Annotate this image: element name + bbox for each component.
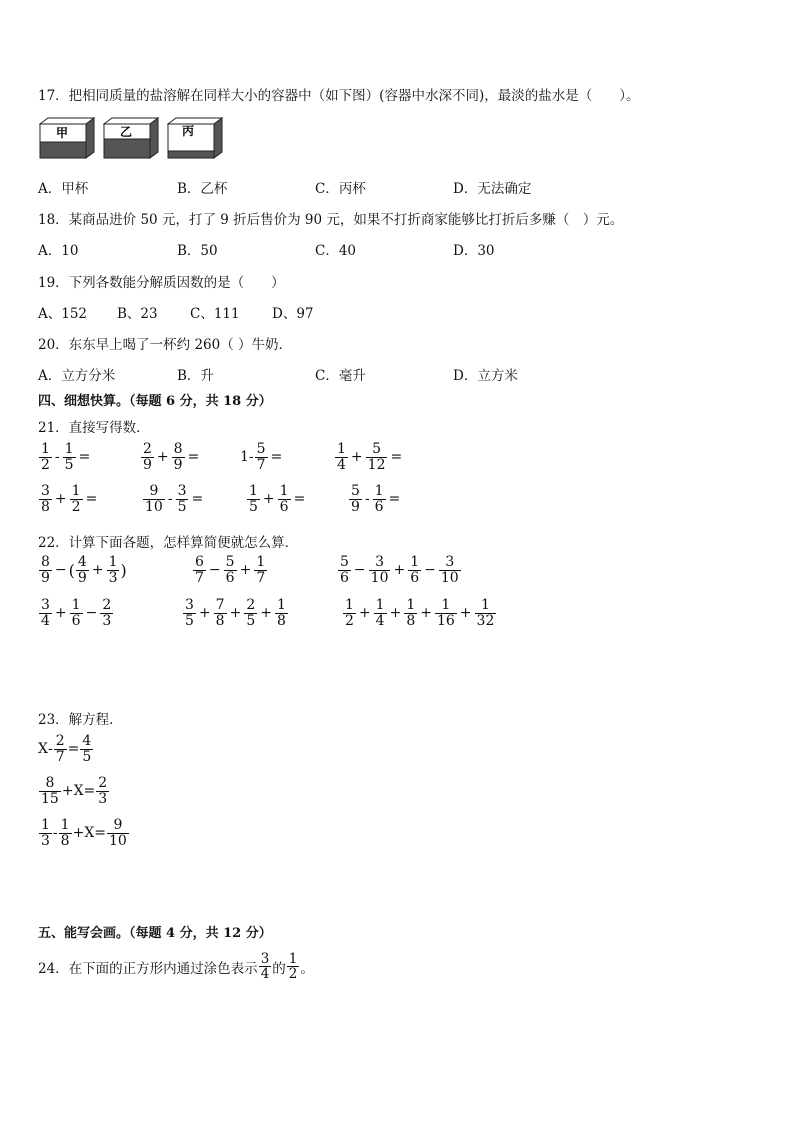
q18-option-b[interactable]: B．50 [177, 243, 218, 259]
fraction-numerator: 1 [276, 597, 286, 613]
q23-equation-1 [38, 734, 94, 764]
fraction-numerator: 3 [41, 483, 50, 499]
math-symbol: + [156, 449, 169, 466]
fraction [76, 555, 89, 585]
fraction-numerator: 1 [256, 554, 266, 570]
fraction-denominator: 2 [71, 498, 81, 515]
fraction [343, 598, 356, 628]
math-symbol: + [61, 783, 74, 800]
fraction [244, 598, 257, 628]
q17-option-a[interactable]: A．甲杯 [38, 181, 89, 197]
fraction [96, 776, 109, 806]
fraction [193, 555, 206, 585]
fraction [369, 555, 391, 585]
math-symbol: - [364, 491, 370, 508]
fraction-denominator: 4 [337, 456, 346, 473]
fraction-numerator: 1 [71, 483, 81, 499]
fraction-denominator: 8 [60, 832, 70, 849]
fraction [39, 598, 52, 628]
math-symbol: + [393, 562, 406, 579]
q22-expr-3 [337, 555, 462, 585]
q21-expr-2 [140, 442, 201, 472]
fraction-denominator: 6 [279, 498, 289, 515]
q17-container-figure [38, 116, 228, 166]
fraction [439, 555, 461, 585]
fraction [275, 598, 288, 628]
fraction-denominator: 6 [225, 569, 235, 586]
math-symbol: = [83, 783, 96, 800]
fraction-denominator: 5 [185, 612, 194, 629]
q21-expr-4 [334, 442, 404, 472]
q22-expr-5 [182, 598, 289, 628]
fraction-numerator: 3 [369, 555, 391, 571]
math-symbol: + [54, 605, 67, 622]
q22-expr-4 [38, 598, 114, 628]
fraction-numerator: 1 [406, 597, 416, 613]
fraction [338, 555, 351, 585]
q21-expr-7 [246, 484, 307, 514]
fraction-numerator: 2 [55, 733, 65, 749]
fraction-numerator: 8 [39, 776, 61, 792]
fraction-numerator: 4 [77, 554, 87, 570]
math-symbol: ) [120, 560, 127, 580]
math-symbol: + [91, 562, 104, 579]
fraction [255, 442, 268, 472]
fraction-numerator: 7 [215, 597, 225, 613]
q22-expr-2 [192, 555, 268, 585]
fraction-numerator: 3 [41, 597, 50, 613]
fraction-denominator: 4 [375, 612, 385, 629]
math-symbol: = [270, 449, 283, 466]
fraction-denominator: 6 [71, 612, 81, 629]
fraction-numerator: 9 [107, 818, 129, 834]
fraction [39, 442, 52, 472]
container-yi [104, 118, 158, 158]
math-symbol: + [358, 605, 371, 622]
fraction [373, 484, 386, 514]
q20-stem: 20．东东早上喝了一杯约 260（ ）牛奶． [38, 337, 293, 353]
q17-stem: 17．把相同质量的盐溶解在同样大小的容器中（如下图）(容器中水深不同)，最淡的盐水是（ ）。 [38, 88, 640, 104]
fraction-denominator: 3 [108, 569, 118, 586]
fraction-denominator: 10 [109, 832, 127, 849]
math-symbol: - [54, 449, 60, 466]
fraction-numerator: 1 [279, 483, 289, 499]
q20-option-d[interactable]: D．立方米 [453, 368, 518, 384]
fraction-numerator: 1 [435, 598, 457, 614]
math-symbol: + [54, 491, 67, 508]
fraction-denominator: 10 [145, 498, 163, 515]
container-jia-label: 甲 [56, 126, 69, 140]
container-jia [40, 118, 94, 158]
q17-option-c[interactable]: C．丙杯 [315, 181, 366, 197]
fraction [39, 818, 52, 848]
fraction-numerator: 5 [366, 442, 388, 458]
math-symbol: = [388, 491, 401, 508]
section-4-heading: 四、细想快算。（每题 6 分，共 18 分） [38, 394, 272, 409]
math-symbol: = [85, 491, 98, 508]
fraction-numerator: 2 [143, 441, 152, 457]
math-symbol: - [167, 491, 173, 508]
fraction-numerator: 1 [41, 441, 50, 457]
fraction-denominator: 5 [177, 498, 187, 515]
fraction-denominator: 2 [288, 966, 298, 983]
fraction [183, 598, 196, 628]
fraction-denominator: 4 [260, 966, 270, 983]
math-symbol: + [72, 825, 85, 842]
math-symbol: − [424, 562, 436, 579]
fraction-numerator: 8 [173, 441, 183, 457]
fraction [247, 484, 260, 514]
math-symbol: ( [68, 560, 75, 580]
q18-option-d[interactable]: D．30 [453, 243, 495, 259]
fraction-denominator: 4 [41, 612, 50, 629]
fraction-denominator: 6 [340, 569, 349, 586]
math-symbol: = [293, 491, 306, 508]
fraction-denominator: 8 [406, 612, 416, 629]
fraction-denominator: 6 [374, 498, 384, 515]
q18-stem: 18．某商品进价 50 元，打了 9 折后售价为 90 元，如果不打折商家能够比打折后多赚（ ）元。 [38, 212, 624, 228]
fraction-denominator: 32 [476, 612, 495, 629]
q17-option-b[interactable]: B．乙杯 [177, 181, 228, 197]
q19-option-a[interactable]: A、152 [38, 306, 88, 322]
math-symbol: X [73, 783, 84, 800]
fraction-numerator: 3 [439, 555, 461, 571]
fraction-denominator: 5 [246, 612, 256, 629]
math-symbol: + [459, 605, 472, 622]
fraction-denominator: 9 [143, 456, 152, 473]
fraction-denominator: 7 [256, 569, 266, 586]
fraction-denominator: 16 [436, 612, 455, 629]
fraction-denominator: 2 [345, 612, 354, 629]
fraction [287, 952, 300, 981]
math-symbol: + [389, 605, 402, 622]
fraction-numerator: 9 [143, 484, 165, 500]
math-symbol: + [239, 562, 252, 579]
fraction-numerator: 1 [337, 441, 346, 457]
fraction-denominator: 9 [173, 456, 183, 473]
fraction-denominator: 10 [440, 569, 459, 586]
fraction [59, 818, 72, 848]
q21-expr-6 [142, 484, 205, 514]
fraction-denominator: 7 [195, 569, 204, 586]
fraction [278, 484, 291, 514]
q22-expr-1 [38, 555, 127, 585]
q18-option-a[interactable]: A．10 [38, 243, 79, 259]
fraction-denominator: 5 [64, 456, 74, 473]
math-symbol: = [67, 741, 80, 758]
fraction [335, 442, 348, 472]
fraction [475, 598, 497, 628]
math-symbol: − [54, 562, 67, 579]
math-symbol: 的 [272, 960, 286, 977]
fraction-numerator: 1 [108, 554, 118, 570]
q19-option-b[interactable]: B、23 [117, 306, 158, 322]
q21-stem: 21．直接写得数． [38, 420, 150, 436]
math-symbol: − [208, 562, 221, 579]
fraction-numerator: 3 [185, 597, 194, 613]
fraction-numerator: 3 [177, 483, 187, 499]
fraction-denominator: 5 [249, 498, 258, 515]
fraction [39, 555, 52, 585]
fraction-numerator: 1 [475, 598, 497, 614]
q22-stem: 22．计算下面各题，怎样算简便就怎么算． [38, 535, 299, 551]
fraction-numerator: 1 [64, 441, 74, 457]
fraction-denominator: 8 [276, 612, 286, 629]
math-symbol: X [84, 825, 95, 842]
q23-stem: 23．解方程． [38, 712, 123, 728]
fraction-numerator: 8 [41, 554, 50, 570]
math-symbol: + [262, 491, 275, 508]
math-symbol: + [229, 605, 242, 622]
fraction-numerator: 2 [98, 775, 108, 791]
fraction [107, 555, 120, 585]
math-symbol: + [198, 605, 211, 622]
fraction-numerator: 1 [410, 554, 420, 570]
fraction [224, 555, 237, 585]
fraction [70, 484, 83, 514]
q21-expr-8 [348, 484, 402, 514]
fraction [366, 442, 388, 472]
fraction-numerator: 2 [102, 597, 112, 613]
fraction [107, 818, 129, 848]
fraction-numerator: 6 [195, 554, 204, 570]
q19-option-d[interactable]: D、97 [272, 306, 314, 322]
q18-option-c[interactable]: C．40 [315, 243, 357, 259]
fraction [100, 598, 113, 628]
fraction [214, 598, 227, 628]
fraction-numerator: 1 [345, 597, 354, 613]
fraction-numerator: 1 [374, 483, 384, 499]
fraction-denominator: 2 [41, 456, 50, 473]
q21-expr-5 [38, 484, 99, 514]
fraction-denominator: 5 [82, 748, 92, 765]
q22-expr-6 [342, 598, 497, 628]
fraction-numerator: 1 [71, 597, 81, 613]
fraction-denominator: 9 [41, 569, 50, 586]
fraction [80, 734, 93, 764]
fraction-numerator: 3 [260, 951, 270, 967]
math-symbol: − [353, 562, 366, 579]
section-5-heading: 五、能写会画。（每题 4 分，共 12 分） [38, 926, 272, 941]
fraction-denominator: 9 [351, 498, 360, 515]
fraction-denominator: 15 [41, 790, 59, 807]
fraction [259, 952, 272, 981]
fraction-denominator: 8 [41, 498, 50, 515]
q20-option-a[interactable]: A．立方分米 [38, 368, 116, 384]
math-symbol: = [390, 449, 403, 466]
fraction-denominator: 9 [77, 569, 87, 586]
fraction-numerator: 1 [41, 817, 50, 833]
fraction-numerator: 5 [351, 483, 360, 499]
fraction-denominator: 7 [55, 748, 65, 765]
fraction [435, 598, 457, 628]
q24-stem [38, 952, 314, 981]
q20-option-b[interactable]: B．升 [177, 368, 214, 384]
fraction-denominator: 3 [102, 612, 112, 629]
fraction [39, 776, 61, 806]
fraction [349, 484, 362, 514]
q19-option-c[interactable]: C、111 [190, 306, 240, 322]
fraction-numerator: 1 [60, 817, 70, 833]
fraction [39, 484, 52, 514]
q21-expr-1 [38, 442, 92, 472]
fraction [141, 442, 154, 472]
math-symbol: = [187, 449, 200, 466]
fraction-denominator: 8 [215, 612, 225, 629]
math-symbol: 24．在下面的正方形内通过涂色表示 [38, 960, 258, 977]
fraction-numerator: 1 [288, 951, 298, 967]
math-symbol: + [420, 605, 432, 622]
math-symbol: X [38, 741, 48, 758]
fraction-denominator: 12 [367, 456, 386, 473]
fraction-numerator: 1 [375, 597, 385, 613]
fraction-numerator: 5 [256, 441, 266, 457]
fraction-numerator: 5 [340, 554, 349, 570]
fraction [70, 598, 83, 628]
q19-stem: 19．下列各数能分解质因数的是（ ） [38, 275, 285, 291]
container-bing [168, 118, 222, 158]
fraction-numerator: 4 [82, 733, 92, 749]
math-symbol: = [94, 825, 107, 842]
q23-equation-2 [38, 776, 110, 806]
math-symbol: 1- [240, 449, 254, 466]
fraction [63, 442, 76, 472]
q17-option-d[interactable]: D．无法确定 [453, 181, 532, 197]
fraction-denominator: 6 [410, 569, 420, 586]
fraction-numerator: 2 [246, 597, 256, 613]
math-symbol: + [350, 449, 363, 466]
math-symbol: = [78, 449, 91, 466]
fraction [54, 734, 67, 764]
container-bing-label: 丙 [182, 124, 195, 138]
math-symbol: + [260, 605, 272, 622]
fraction [404, 598, 417, 628]
fraction-numerator: 1 [249, 483, 258, 499]
fraction-denominator: 10 [370, 569, 389, 586]
math-symbol: = [191, 491, 204, 508]
fraction [254, 555, 267, 585]
q23-equation-3 [38, 818, 130, 848]
fraction [176, 484, 189, 514]
fraction [172, 442, 185, 472]
fraction [143, 484, 165, 514]
q20-option-c[interactable]: C．毫升 [315, 368, 366, 384]
fraction-denominator: 3 [98, 790, 108, 807]
q21-expr-3 [240, 442, 284, 472]
container-yi-label: 乙 [120, 125, 133, 139]
fraction-denominator: 3 [41, 832, 50, 849]
fraction-numerator: 5 [225, 554, 235, 570]
fraction [374, 598, 387, 628]
math-symbol: - [47, 741, 53, 758]
math-symbol: 。 [300, 960, 314, 977]
math-symbol: − [85, 605, 98, 622]
fraction [408, 555, 421, 585]
fraction-denominator: 7 [256, 456, 266, 473]
math-symbol: - [52, 825, 58, 842]
